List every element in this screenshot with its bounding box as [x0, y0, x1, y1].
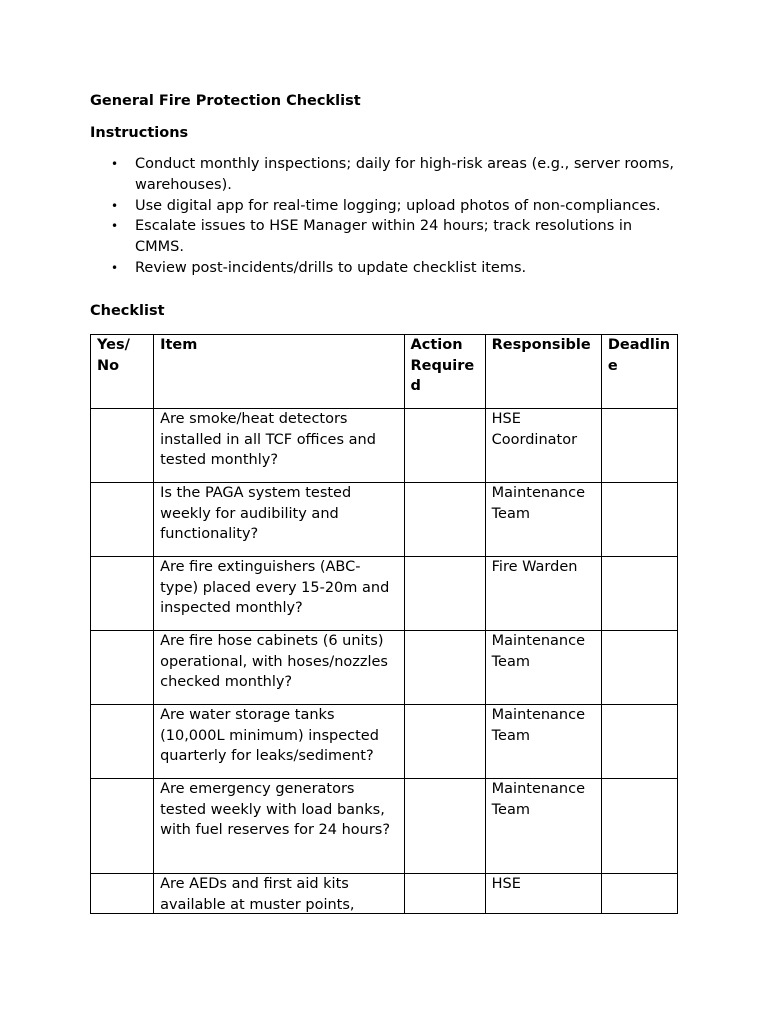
- bullet-icon: •: [111, 198, 119, 213]
- instruction-text: Escalate issues to HSE Manager within 24 hours; track resolutions in CMMS.: [135, 218, 633, 256]
- yes-no-cell[interactable]: [91, 778, 154, 873]
- responsible-cell: Maintenance Team: [485, 482, 601, 556]
- action-required-cell[interactable]: [404, 778, 485, 873]
- instruction-item: [90, 154, 680, 196]
- deadline-cell[interactable]: [601, 704, 677, 778]
- bullet-icon: •: [111, 260, 119, 275]
- item-cell: Are emergency generators tested weekly with load banks, with fuel reserves for 24 hours?: [154, 778, 404, 873]
- bullet-icon: •: [111, 157, 119, 171]
- checklist-heading: Checklist: [90, 302, 165, 319]
- table-row: [91, 556, 678, 630]
- table-row: [91, 873, 678, 913]
- responsible-cell: Maintenance Team: [485, 778, 601, 873]
- responsible-cell: Fire Warden: [485, 556, 601, 630]
- table-row: [91, 482, 678, 556]
- action-required-cell[interactable]: [404, 556, 485, 630]
- yes-no-cell[interactable]: [91, 704, 154, 778]
- action-required-cell[interactable]: [404, 630, 485, 704]
- responsible-cell: [485, 873, 601, 913]
- action-required-cell[interactable]: [404, 408, 485, 482]
- cell-content: [97, 874, 147, 912]
- item-cell: Are fire hose cabinets (6 units) operational, with hoses/nozzles checked monthly?: [154, 630, 404, 704]
- responsible-cell: Maintenance Team: [485, 704, 601, 778]
- cell-content: [608, 874, 671, 912]
- header-item: Item: [154, 334, 404, 408]
- action-required-cell[interactable]: [404, 873, 485, 913]
- deadline-cell[interactable]: [601, 556, 677, 630]
- header-yes-no: Yes/ No: [91, 334, 154, 408]
- document-page: [90, 91, 680, 914]
- deadline-cell[interactable]: [601, 408, 677, 482]
- cell-content: [411, 874, 479, 912]
- instruction-text: Use digital app for real-time logging; upload photos of non-compliances.: [135, 197, 661, 214]
- table-header-row: [91, 334, 678, 408]
- item-cell: Are water storage tanks (10,000L minimum) inspected quarterly for leaks/sediment?: [154, 704, 404, 778]
- item-cell: Are smoke/heat detectors installed in all TCF offices and tested monthly?: [154, 408, 404, 482]
- yes-no-cell[interactable]: [91, 408, 154, 482]
- instruction-text: Conduct monthly inspections; daily for high-risk areas (e.g., server rooms, warehouses).: [135, 156, 674, 193]
- instructions-list: [90, 154, 680, 279]
- action-required-cell[interactable]: [404, 704, 485, 778]
- document-title: General Fire Protection Checklist: [90, 93, 361, 109]
- responsible-cell: HSE Coordinator: [485, 408, 601, 482]
- item-cell: [154, 873, 404, 913]
- table-row: [91, 408, 678, 482]
- table-row: [91, 704, 678, 778]
- cell-content: Are AEDs and first aid kits available at muster points,: [160, 875, 355, 912]
- table-row: [91, 778, 678, 873]
- instruction-item: [90, 216, 680, 258]
- yes-no-cell[interactable]: [91, 556, 154, 630]
- responsible-cell: Maintenance Team: [485, 630, 601, 704]
- yes-no-cell[interactable]: [91, 873, 154, 913]
- cell-content: HSE: [491, 875, 521, 892]
- deadline-cell[interactable]: [601, 778, 677, 873]
- deadline-cell[interactable]: [601, 482, 677, 556]
- instruction-text: Review post-incidents/drills to update checklist items.: [135, 259, 527, 276]
- action-required-cell[interactable]: [404, 482, 485, 556]
- table-row: [91, 630, 678, 704]
- header-action-required: Action Required: [404, 334, 485, 408]
- deadline-cell[interactable]: [601, 873, 677, 913]
- item-cell: Are fire extinguishers (ABC-type) placed every 15-20m and inspected monthly?: [154, 556, 404, 630]
- yes-no-cell[interactable]: [91, 630, 154, 704]
- instruction-item: [90, 196, 680, 217]
- item-cell: Is the PAGA system tested weekly for audibility and functionality?: [154, 482, 404, 556]
- bullet-icon: •: [111, 219, 119, 234]
- checklist-table: [90, 334, 678, 914]
- deadline-cell[interactable]: [601, 630, 677, 704]
- header-deadline: Deadline: [601, 334, 677, 408]
- instructions-heading: Instructions: [90, 125, 189, 141]
- instruction-item: [90, 258, 680, 279]
- yes-no-cell[interactable]: [91, 482, 154, 556]
- header-responsible: Responsible: [485, 334, 601, 408]
